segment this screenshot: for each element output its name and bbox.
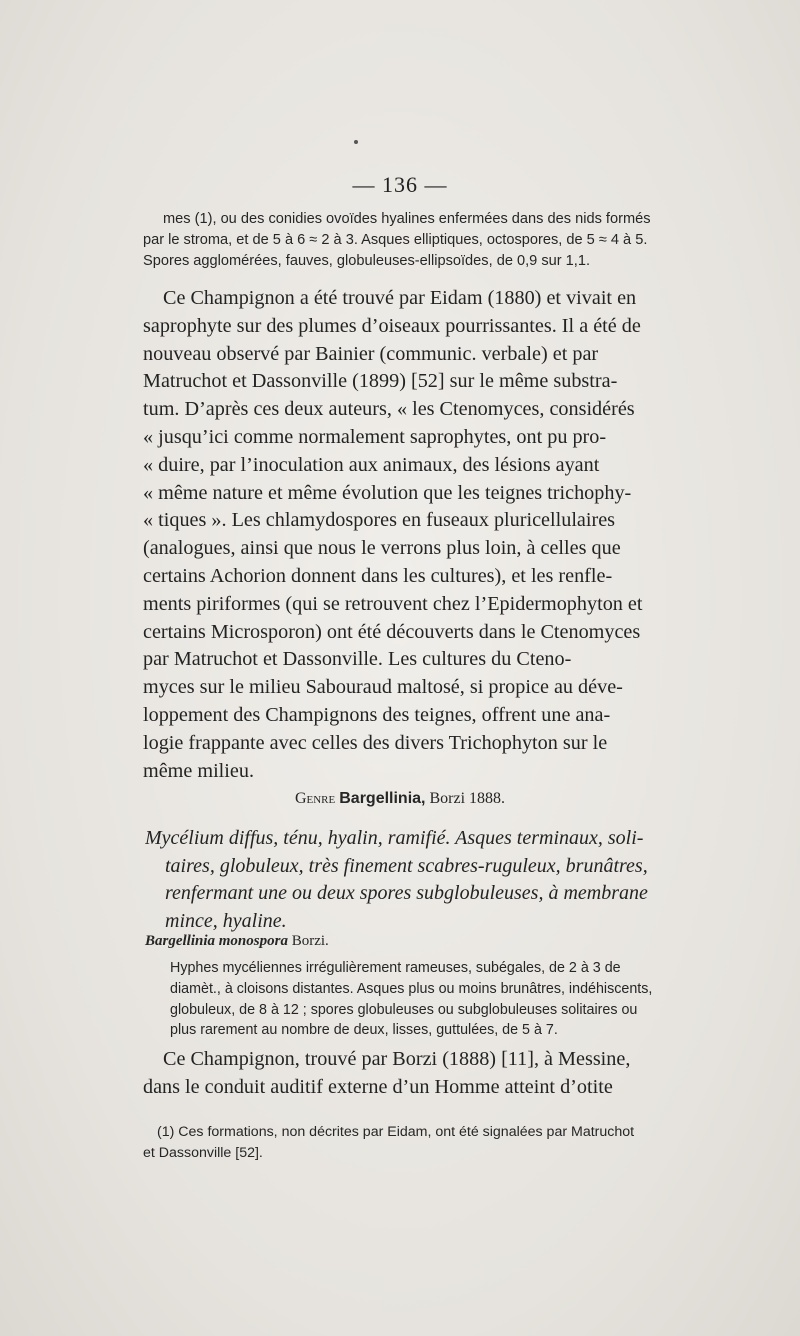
text-line: certains Achorion donnent dans les cultures), et les renfle- — [143, 564, 613, 587]
text-line: « même nature et même évolution que les teignes trichophy- — [143, 481, 632, 504]
text-line: taires, globuleux, très finement scabres-ruguleux, brunâtres, — [165, 854, 648, 877]
text-line: (1) Ces formations, non décrites par Eidam, ont été signalées par Matruchot — [157, 1124, 635, 1140]
text-line: Ce Champignon, trouvé par Borzi (1888) [11], à Messine, — [163, 1048, 631, 1070]
text-line: globuleux, de 8 à 12 ; spores globuleuses ou subglobuleuses solitaires ou — [170, 1001, 638, 1018]
species-heading — [145, 933, 329, 950]
text-line: saprophyte sur des plumes d’oiseaux pourrissantes. Il a été de — [143, 314, 641, 337]
text-line: « duire, par l’inoculation aux animaux, des lésions ayant — [143, 453, 600, 476]
genus-heading — [0, 790, 800, 808]
text-line: « tiques ». Les chlamydospores en fuseaux pluricellulaires — [143, 509, 616, 532]
footnote — [143, 1122, 733, 1164]
text-line: Hyphes mycéliennes irrégulièrement rameuses, subégales, de 2 à 3 de — [170, 960, 621, 976]
species-name: Bargellinia monospora — [145, 933, 288, 949]
species-authority: Borzi. — [291, 933, 329, 949]
text-line: mes (1), ou des conidies ovoïdes hyalines enfermées dans des nids formés — [163, 211, 651, 227]
text-line: myces sur le milieu Sabouraud maltosé, si propice au déve- — [143, 676, 623, 699]
text-line: Spores agglomérées, fauves, globuleuses-ellipsoïdes, de 0,9 sur 1,1. — [143, 253, 590, 269]
genus-authority: Borzi 1888. — [429, 790, 506, 807]
text-line: Mycélium diffus, ténu, hyalin, ramifié. Asques terminaux, soli- — [145, 827, 644, 849]
ink-speck — [354, 140, 358, 144]
text-line: loppement des Champignons des teignes, offrent une ana- — [143, 703, 611, 726]
text-line: même milieu. — [143, 759, 255, 782]
text-line: dans le conduit auditif externe d’un Homme atteint d’otite — [143, 1075, 613, 1098]
genus-prefix: Genre — [294, 790, 336, 807]
text-line: Matruchot et Dassonville (1899) [52] sur le même substra- — [143, 370, 618, 393]
text-line: ments piriformes (qui se retrouvent chez l’Epidermophyton et — [143, 592, 643, 615]
text-line: Ce Champignon a été trouvé par Eidam (1880) et vivait en — [163, 287, 637, 309]
text-line: renfermant une ou deux spores subglobuleuses, à membrane — [165, 882, 648, 904]
page-number: — 136 — — [352, 172, 448, 197]
text-line: par Matruchot et Dassonville. Les cultures du Cteno- — [143, 648, 572, 671]
text-line: (analogues, ainsi que nous le verrons plus loin, à celles que — [143, 537, 621, 560]
text-line: par le stroma, et de 5 à 6 ≈ 2 à 3. Asques elliptiques, octospores, de 5 ≈ 4 à 5. — [143, 232, 648, 248]
text-line: plus rarement au nombre de deux, lisses, guttulées, de 5 à 7. — [170, 1022, 558, 1039]
genus-name: Bargellinia, — [339, 790, 426, 807]
last-paragraph — [143, 1046, 733, 1102]
genus-diagnosis — [145, 825, 733, 935]
text-line: diamèt., à cloisons distantes. Asques plus ou moins brunâtres, indéhiscents, — [170, 980, 653, 997]
text-line: tum. D’après ces deux auteurs, « les Ctenomyces, considérés — [143, 398, 635, 421]
text-line: nouveau observé par Bainier (communic. verbale) et par — [143, 342, 599, 365]
text-line: « jusqu’ici comme normalement saprophytes, ont pu pro- — [143, 425, 607, 448]
text-line: mince, hyaline. — [165, 909, 287, 932]
text-line: logie frappante avec celles des divers Trichophyton sur le — [143, 731, 608, 754]
continued-paragraph — [143, 209, 733, 272]
main-paragraph — [143, 285, 733, 785]
species-description — [170, 958, 730, 1041]
text-line: certains Microsporon) ont été découverts dans le Ctenomyces — [143, 620, 641, 643]
text-line: et Dassonville [52]. — [143, 1145, 263, 1161]
